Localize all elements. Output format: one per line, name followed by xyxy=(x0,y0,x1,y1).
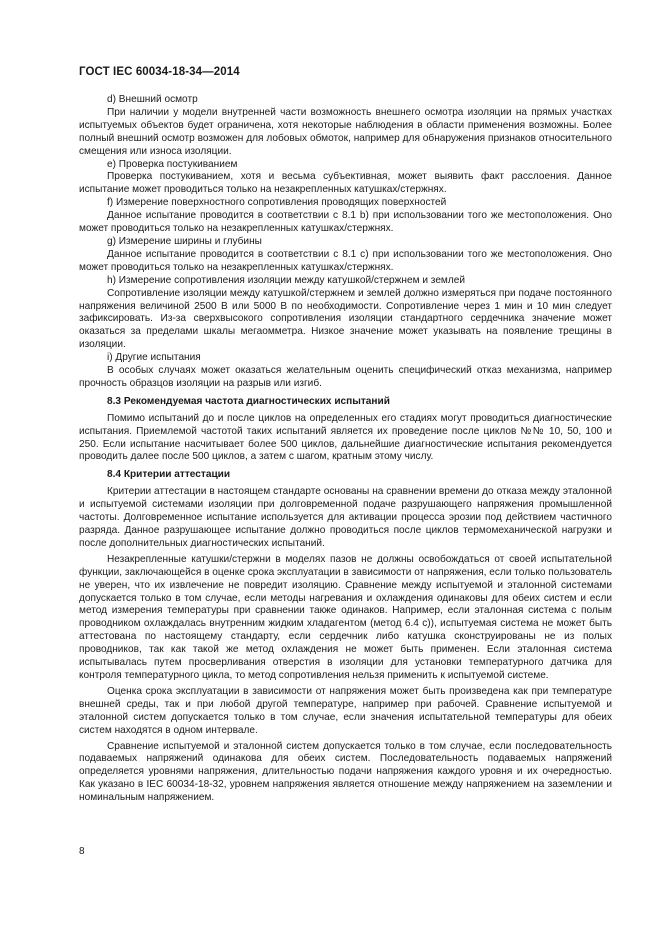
item-h-text: Сопротивление изоляции между катушкой/стержнем и землей должно измеряться при подаче постоянного напряжения величиной 2500 В или 5000 В по необходимости. Сопротивление через 1 мин и 10 мин следует зафиксировать. Из-за сверхвысокого сопротивления изоляции стандартного сердечника значение может оказаться за пределами шкалы мегаомметра. Низкое значение может указывать на появление трещины в изоляции. xyxy=(79,287,612,351)
item-i-text: В особых случаях может оказаться желательным оценить специфический отказ механизма, например прочность образцов изоляции на разрыв или изгиб. xyxy=(79,365,612,389)
item-g-title: g) Измерение ширины и глубины xyxy=(107,235,262,247)
item-d-title: d) Внешний осмотр xyxy=(107,94,198,105)
item-h-title: h) Измерение сопротивления изоляции между катушкой/стержнем и землей xyxy=(107,274,466,286)
document-body xyxy=(79,94,612,805)
item-i-title: i) Другие испытания xyxy=(107,352,201,364)
section-8-4-paragraph-3: Оценка срока эксплуатации в зависимости от напряжения может быть произведена как при температуре внешней среды, так и при любой другой температуре, например при рабочей. Сравнение испытуемой и эталонной систем допускается только в том случае, если значения испытательной температуры для обеих систем находятся в одном интервале. xyxy=(79,685,612,736)
section-8-4-paragraph-1: Критерии аттестации в настоящем стандарте основаны на сравнении времени до отказа между эталонной и испытуемой системами изоляции при долговременной подаче разрушающего напряжения промышленной частоты. Долговременное испытание используется для активации процесса эрозии под действием частичного разряда. Данное разрушающее испытание должно проводиться после циклов термомеханической нагрузки и после дополнительных диагностических испытаний. xyxy=(79,486,612,549)
item-d-text: При наличии у модели внутренней части возможность внешнего осмотра изоляции на прямых участках испытуемых объектов будет ограничена, хотя некоторые наблюдения в области применения возможны. Более полный внешний осмотр возможен для лобовых обмоток, например для обнаружения признаков относительного смещения или износа изоляции. xyxy=(79,106,612,157)
section-8-4-paragraph-2: Незакрепленные катушки/стержни в моделях пазов не должны освобождаться от своей испытательной функции, заключающейся в оценке срока эксплуатации в зависимости от напряжения, если только пользователь не уверен, что их извлечение не повредит изоляцию. Сравнение между испытуемой и эталонной системами допускается только в том случае, если методы нагревания и охлаждения одинаковы для обеих систем и если метод измерения температуры при сравнении также одинаков. Например, если эталонная система с полым проводником охлаждалась внутренним жидким хладагентом (метод 6.4 c)), испытуемая система не может быть аттестована по настоящему стандарту, если сердечник либо катушка сконструированы не из полых проводников, так как такой же метод охлаждения не может быть применен. Если эталонная система испытывалась путем просверливания отверстия в изоляции для установки температурного датчика для контроля температурного цикла, то метод сопротивления нельзя применить к испытуемой системе. xyxy=(79,553,612,681)
section-8-3-text: Помимо испытаний до и после циклов на определенных его стадиях могут проводиться диагностические испытания. Приемлемой частотой таких испытаний является их проведение после циклов №№ 10, 50, 100 и 250. Если испытание насчитывает более 500 циклов, дальнейшие диагностические испытания рекомендуется проводить далее после 500 циклов, а затем с шагом, кратным этому числу. xyxy=(79,412,612,463)
section-8-4-paragraph-4: Сравнение испытуемой и эталонной систем допускается только в том случае, если последовательность подаваемых напряжений одинакова для обеих систем. Последовательность подаваемых напряжений определяется уровнями напряжения, длительностью подачи напряжения каждого уровня и их очередностью. Как указано в IEC 60034-18-32, уровнем напряжения является отношение между напряжением на заземлении и номинальным напряжением. xyxy=(79,740,612,804)
item-e-title: e) Проверка постукиванием xyxy=(107,158,238,170)
page-number: 8 xyxy=(79,846,85,857)
document-header: ГОСТ IEC 60034-18-34—2014 xyxy=(79,66,240,78)
item-e-text: Проверка постукиванием, хотя и весьма субъективная, может выявить факт расслоения. Данное испытание может проводиться только на незакрепленных катушках/стержнях. xyxy=(79,171,612,196)
section-8-3-heading: 8.3 Рекомендуемая частота диагностических испытаний xyxy=(107,395,390,407)
item-f-title: f) Измерение поверхностного сопротивления проводящих поверхностей xyxy=(107,197,447,209)
section-8-4-heading: 8.4 Критерии аттестации xyxy=(107,469,231,481)
item-f-text: Данное испытание проводится в соответствии с 8.1 b) при использовании того же местоположения. Оно может проводиться только на незакрепленных катушках/стержнях. xyxy=(79,210,612,235)
item-g-text: Данное испытание проводится в соответствии с 8.1 c) при использовании того же местоположения. Оно может проводиться только на незакрепленных катушках/стержнях. xyxy=(79,248,612,273)
